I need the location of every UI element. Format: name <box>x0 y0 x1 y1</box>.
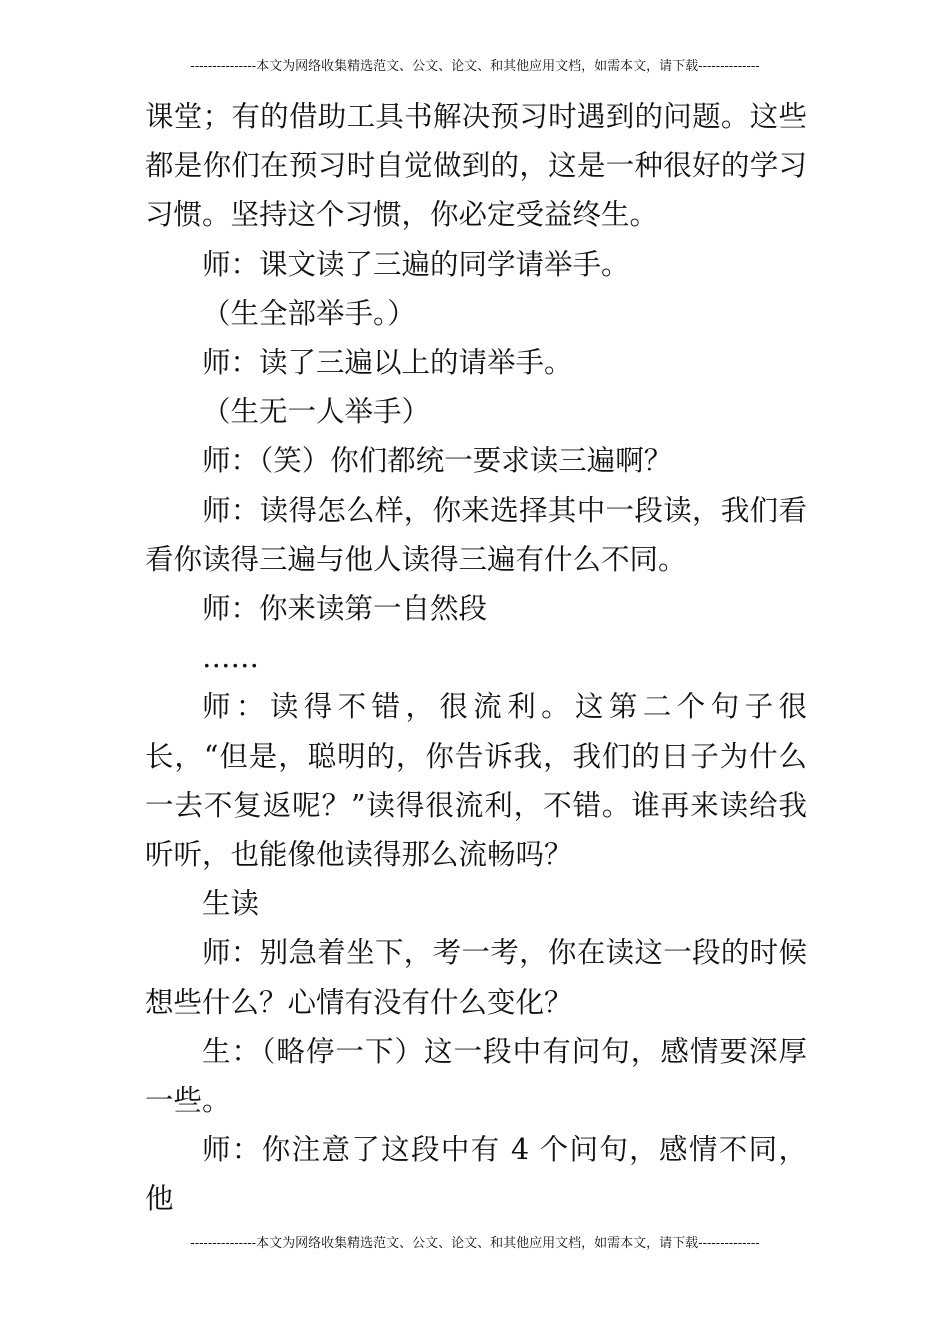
paragraph: 生：（略停一下）这一段中有问句，感情要深厚一些。 <box>145 1034 807 1118</box>
paragraph: 师：你注意了这段中有 4 个问句，感情不同，他 <box>145 1133 807 1216</box>
paragraph: 师：读得怎么样，你来选择其中一段读，我们看看你读得三遍与他人读得三遍有什么不同。 <box>145 493 807 576</box>
paragraph: …… <box>202 641 259 675</box>
paragraph: 师：（笑）你们都统一要求读三遍啊？ <box>202 444 673 478</box>
page-footer: ---------------本文为网络收集精选范文、公文、论文、和其他应用文档，如需本文，请下载-------------- <box>190 1236 760 1251</box>
paragraph: （生全部举手。） <box>202 296 416 330</box>
paragraph: 师：你来读第一自然段 <box>202 592 488 626</box>
paragraph: 师：课文读了三遍的同学请举手。 <box>202 247 630 281</box>
paragraph: 师：别急着坐下，考一考，你在读这一段的时候想些什么？心情有没有什么变化？ <box>145 936 807 1019</box>
paragraph: 生读 <box>202 887 260 921</box>
body-text <box>145 92 807 1224</box>
paragraph: （生无一人举手） <box>202 395 431 429</box>
paragraph: 课堂；有的借助工具书解决预习时遇到的问题。这些都是你们在预习时自觉做到的，这是一种很好的学习习惯。坚持这个习惯，你必定受益终生。 <box>145 100 807 232</box>
page-header: ---------------本文为网络收集精选范文、公文、论文、和其他应用文档，如需本文，请下载-------------- <box>190 59 760 74</box>
paragraph: 师：读得不错，很流利。这第二个句子很长，“但是，聪明的，你告诉我，我们的日子为什么一去不复返呢？”读得很流利，不错。谁再来读给我听听，也能像他读得那么流畅吗？ <box>145 690 807 872</box>
paragraph: 师：读了三遍以上的请举手。 <box>202 346 573 380</box>
